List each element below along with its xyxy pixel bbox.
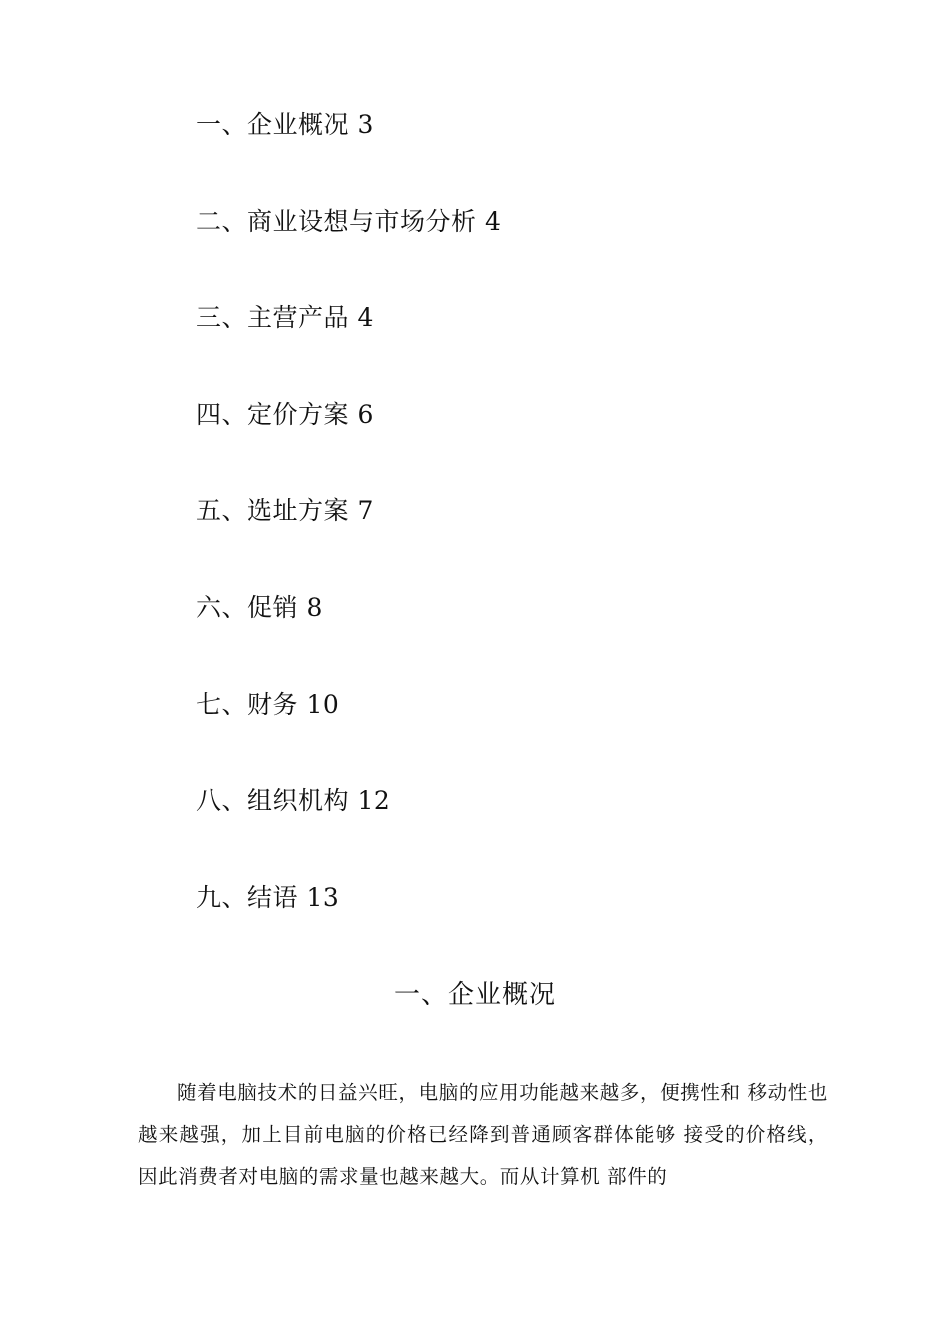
toc-entry-2[interactable]: 二、商业设想与市场分析 4 — [196, 206, 502, 236]
toc-entry-3[interactable]: 三、主营产品 4 — [196, 303, 374, 333]
toc-entry-9[interactable]: 九、结语 13 — [196, 882, 340, 912]
toc-entry-8[interactable]: 八、组织机构 12 — [196, 786, 391, 816]
section-paragraph: 随着电脑技术的日益兴旺，电脑的应用功能越来越多，便携性和 移动性也越来越强，加上目前电脑的价格已经降到普通顾客群体能够 接受的价格线，因此消费者对电脑的需求量也越来越大。而从计算机 部件的 — [138, 1081, 828, 1188]
toc-entry-4[interactable]: 四、定价方案 6 — [196, 399, 374, 429]
toc-entry-5[interactable]: 五、选址方案 7 — [196, 496, 374, 526]
toc-entry-1[interactable]: 一、企业概况 3 — [196, 110, 374, 139]
toc-entry-7[interactable]: 七、财务 10 — [196, 689, 340, 719]
table-of-contents — [196, 100, 501, 969]
toc-entry-6[interactable]: 六、促销 8 — [196, 592, 323, 622]
section-heading: 一、企业概况 — [393, 980, 556, 1010]
